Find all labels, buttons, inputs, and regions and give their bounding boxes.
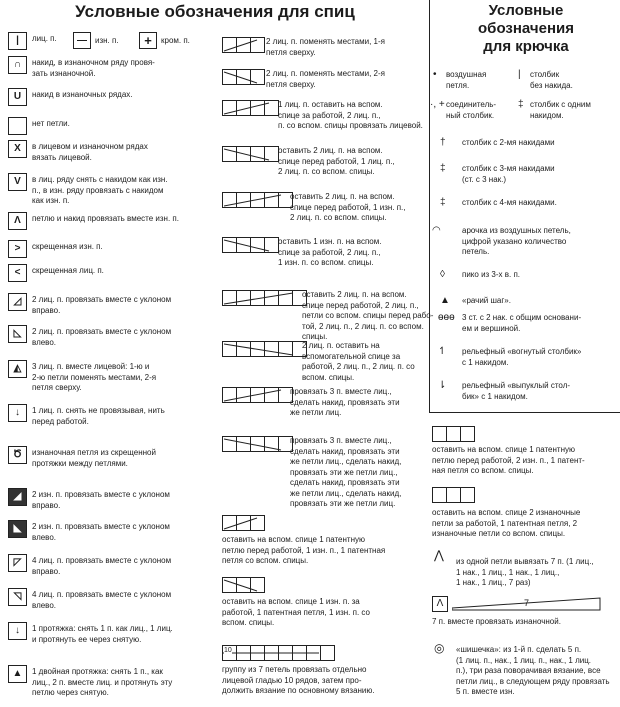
back-post-icon: ⇂ [438,380,447,391]
k4tog-right-symbol [8,554,27,572]
crossed-knit-symbol [8,264,27,282]
group-seven-symbol [222,645,335,661]
cross-lines-icon [222,388,283,402]
crossed-purl-bar-symbol [8,446,27,464]
cross-lines-icon [222,342,295,356]
symbol-glyph: ◸ [13,557,22,568]
cross-lines-icon [222,516,259,530]
chain-stitch-icon: • [433,69,437,80]
knit-stitch-symbol [8,32,27,50]
cross-patent-purl-back-symbol [432,487,475,503]
k4tog-right-label: 4 лиц. п. провязать вместе с уклоном вправо. [32,556,172,576]
purl-label: изн. п. [95,36,119,45]
yarn-over-symbol [8,56,27,74]
symbol-glyph: ◣ [13,523,22,534]
k3tog-cross-label: 3 лиц. п. вместе лицевой: 1-ю и 2-ю петли поменять местами, 2-я петля сверху. [32,362,157,392]
k2tog-left-label: 2 лиц. п. провязать вместе с уклоном влево. [32,327,172,347]
cross-patent-back-symbol [222,577,265,593]
knit-stitch-label: лиц. п. [32,34,57,43]
chain-arch-label: арочка из воздушных петель, цифрой указано количество петель. [462,226,571,256]
cable-1-2-purl-back-label: оставить 1 изн. п. на вспом. спице за работой, 2 лиц. п., 1 изн. п. со вспом. спицы. [278,237,382,267]
seven-count: 7 [524,598,530,608]
p2tog-left-label: 2 изн. п. провязать вместе с уклоном влево. [32,522,170,542]
slip-yarn-front-label: 1 лиц. п. снять не провязывая, нить перед работой. [32,406,165,426]
front-post-label: рельефный «вогнутый столбик» с 1 накидом. [462,347,582,367]
symbol-glyph: ◢ [13,491,22,502]
single-crochet-label: столбик без накида. [530,70,573,90]
picot-icon: ◊ [440,269,445,280]
cross-2-right-symbol [222,37,265,53]
bobble-label: «шишечка»: из 1-й п. сделать 5 п. (1 лиц. п., нак., 1 лиц. п., нак., 1 лиц. п.), три раза поворачивая вязание, все петли лиц., в следующем ряду провязать 5 п. вместе изн. [456,645,610,696]
three-together-yo-symbol [222,387,293,403]
cross-patent-back-label: оставить на вспом. спице 1 изн. п. за работой, 1 патентная петля, 1 изн. п. со вспом. спицы. [222,597,370,627]
no-stitch-label: нет петли. [32,119,70,128]
cable-2-2-front-symbol [222,290,307,306]
symbol-glyph: V [14,176,21,187]
edge-stitch-label: кром. п. [161,36,190,45]
edge-stitch-symbol: + [139,32,157,49]
cross-patent-front-symbol [222,515,265,531]
three-together-multi-label: провязать 3 п. вместе лиц., сделать накид, провязать эти же петли лиц., сделать накид, провязать эти же петли лиц., сделать накид, провязать эти же петли лиц., сделать накид, провязать эти же петли лиц. [290,436,402,508]
symbol-glyph: ◺ [13,328,22,339]
grid-cell [446,487,461,503]
cross-lines-icon [222,101,271,115]
symbol-glyph: U [13,91,22,102]
slip-with-yarn-over-symbol [8,173,27,191]
cross-patent-purl-back-label: оставить на вспом. спице 2 изнаночные петли за работой, 1 патентная петля, 2 изнаночные петли со вспом. спицы. [432,508,581,538]
cable-2-1-purl-front-symbol [222,192,293,208]
quad-treble-label: столбик с 4-мя накидами. [462,198,557,207]
grid-cell [460,426,475,442]
cross-patent-purl-front-label: оставить на вспом. спице 1 патентную петлю перед работой, 2 изн. п., 1 патент- ная петля со вспом. спицы. [432,445,585,475]
cable-2-2-back-symbol [222,341,307,357]
symbol-glyph: ◿ [13,296,22,307]
cross-lines-icon [222,193,283,207]
front-post-icon: ↿ [438,346,447,357]
cable-1-2-purl-back-symbol [222,237,279,253]
stitch-and-yarn-over-purl-together-symbol [8,212,27,230]
hook-legend-title: Условные обозначения для крючка [478,2,574,55]
slip-yarn-front-symbol [8,404,27,422]
k4tog-left-symbol [8,588,27,606]
single-crochet-icon: | [518,69,521,80]
cable-2-1-front-symbol [222,146,279,162]
single-pass-label: 1 протяжка: снять 1 п. как лиц., 1 лиц. и протянуть ее через снятую. [32,624,173,644]
knit-legend-title: Условные обозначения для спиц [75,2,355,21]
fan-icon: ⋀ [434,548,444,562]
cross-2-left-symbol [222,69,265,85]
grid-cell [432,487,447,503]
cross-lines-icon [222,578,259,592]
k2tog-right-label: 2 лиц. п. провязать вместе с уклоном вправо. [32,295,172,315]
symbol-glyph: ▲ [12,668,23,679]
crab-stitch-label: «рачий шаг». [462,296,511,305]
cross-2-right-label: 2 лиц. п. поменять местами, 1-я петля сверху. [266,37,385,57]
k2tog-right-symbol [8,293,27,311]
cross-lines-icon [222,147,271,161]
knit-both-rows-symbol [8,140,27,158]
yarn-over-purl-rows-label: накид в изнаночных рядах. [32,90,133,99]
p2tog-right-symbol [8,488,27,506]
cross-patent-purl-front-symbol [432,426,475,442]
slip-stitch-icon: ·, + [430,99,445,110]
cable-2-2-front-label: оставить 2 лиц. п. на вспом. спице перед работой, 2 лиц. п., петли со вспом. спицы перед рабо- той, 2 лиц. п., 2 лиц. п. со вспом. спицы. [302,290,434,341]
cable-2-2-back-label: 2 лиц. п. оставить на вспомогательной спице за работой, 2 лиц. п., 2 лиц. п. со вспом. спицы. [302,341,415,382]
symbol-glyph: ↓ [15,625,20,636]
double-treble-label: столбик с 3-мя накидами (ст. с 3 нак.) [462,164,555,184]
yarn-over-purl-rows-symbol [8,88,27,106]
chain-arch-icon: ◠ [432,225,441,236]
double-crochet-icon: ‡ [518,99,524,110]
symbol-glyph: ◭ [13,363,22,374]
rows-count: 10 [224,647,232,654]
chain-stitch-label: воздушная петля. [446,70,487,90]
seven-together-symbol [432,596,602,612]
grid-cell [446,426,461,442]
symbol-glyph: < [14,267,21,278]
crossed-knit-label: скрещенная лиц. п. [32,266,104,275]
purl-symbol: — [73,32,91,49]
picot-label: пико из 3-х в. п. [462,270,521,279]
symbol-glyph: | [16,35,19,46]
cable-1-2-back-label: 1 лиц. п. оставить на вспом. спице за работой, 2 лиц. п., п. со вспом. спицы провязать лицевой. [278,100,423,130]
crab-stitch-icon: ▲ [440,295,450,306]
p2tog-right-label: 2 изн. п. провязать вместе с уклоном вправо. [32,490,170,510]
symbol-glyph: ∩ [13,59,22,70]
quad-treble-icon: ‡ [440,197,446,208]
double-pass-symbol [8,665,27,683]
grid-cell [460,487,475,503]
bobble-icon: ◎ [434,641,445,655]
seven-together-label: 7 п. вместе провязать изнаночной. [432,617,561,626]
slip-with-yarn-over-label: в лиц. ряду снять с накидом как изн. п., в изн. ряду провязать с накидом как изн. п. [32,175,168,205]
cable-2-1-front-label: оставить 2 лиц. п. на вспом. спице перед работой, 1 лиц. п., 2 лиц. п. со вспом. спицы. [278,146,395,176]
no-stitch-symbol [8,117,27,135]
group-seven-label: группу из 7 петель провязать отдельно лицевой гладью 10 рядов, затем про- должить вязание по основному вязанию. [222,665,375,695]
seven-from-one-label: из одной петли вывязать 7 п. (1 лиц., 1 нак., 1 лиц., 1 нак., 1 лиц., 1 нак., 1 лиц., 7 раз) [456,557,594,587]
seven-together-box: Λ [432,596,448,612]
slip-stitch-label: соединитель- ный столбик. [446,100,497,120]
symbol-glyph: Λ [14,215,21,226]
knit-both-rows-label: в лицевом и изнаночном рядах вязать лицевой. [32,142,148,162]
symbol-glyph: Ծ [13,449,22,460]
cross-lines-icon [222,70,259,84]
cross-2-left-label: 2 лиц. п. поменять местами, 2-я петля сверху. [266,69,385,89]
treble-crochet-label: столбик с 2-мя накидами [462,138,555,147]
divider-horizontal [429,412,620,413]
grid-cell [320,645,335,661]
cross-lines-icon [222,238,271,252]
double-treble-icon: ‡ [440,163,446,174]
p2tog-left-symbol [8,520,27,538]
symbol-glyph: ◹ [13,591,22,602]
back-post-label: рельефный «выпуклый стол- бик» с 1 накидом. [462,381,571,401]
symbol-glyph: > [14,243,21,254]
symbol-glyph: ↓ [15,407,20,418]
k2tog-left-symbol [8,325,27,343]
k4tog-left-label: 4 лиц. п. провязать вместе с уклоном влево. [32,590,172,610]
cross-patent-front-label: оставить на вспом. спице 1 патентную петлю перед работой, 1 изн. п., 1 патентная петля со вспом. спицы. [222,535,386,565]
stitch-and-yarn-over-purl-together-label: петлю и накид провязать вместе изн. п. [32,214,179,223]
crossed-purl-label: скрещенная изн. п. [32,242,103,251]
three-together-yo-label: провязать 3 п. вместе лиц., сделать накид, провязать эти же петли лиц. [290,387,400,417]
treble-crochet-icon: † [440,137,446,148]
cross-lines-icon [222,38,259,52]
crossed-purl-symbol [8,240,27,258]
symbol-glyph: X [14,143,21,154]
crossed-purl-bar-label: изнаночная петля из скрещенной протяжки между петлями. [32,448,156,468]
cable-2-1-purl-front-label: оставить 2 лиц. п. на вспом. спице перед работой, 1 изн. п., 2 лиц. п. со вспом. спицы. [290,192,406,222]
three-together-multi-symbol [222,436,293,452]
cluster-3-icon: ɵɵɵ [438,312,455,323]
cluster-3-label: 3 ст. с 2 нак. с общим основани- ем и вершиной. [462,313,582,333]
cross-lines-icon [222,437,283,451]
cross-lines-icon [222,646,319,660]
k3tog-cross-symbol [8,360,27,378]
double-crochet-label: столбик с одним накидом. [530,100,591,120]
grid-cell [432,426,447,442]
cross-lines-icon [222,291,295,305]
single-pass-symbol [8,622,27,640]
yarn-over-label: накид, в изнаночном ряду провя- зать изнаночной. [32,58,155,78]
cable-1-2-back-symbol [222,100,279,116]
double-pass-label: 1 двойная протяжка: снять 1 п., как лиц., 2 п. вместе лиц. и протянуть эту петлю через снятую. [32,667,173,697]
